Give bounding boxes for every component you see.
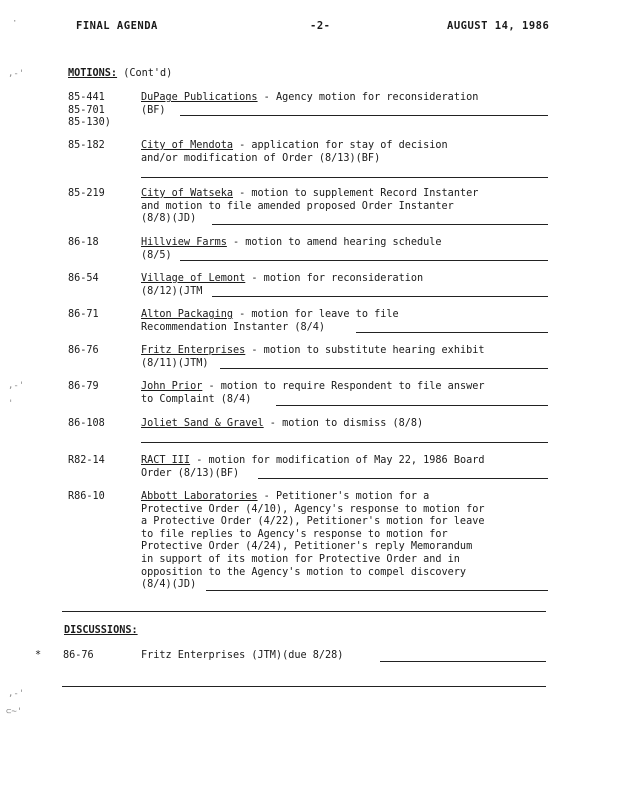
docket-number: 86-108 [68, 418, 105, 429]
agenda-item-abbott: Abbott Laboratories - Petitioner's motion for a Protective Order (4/10), Agency's response to motion for a Protective Order (4/22), Petitioner's motion for leave to file replies to Agency's response to motion for Protective Order (4/24), Petitioner's reply Memorandum in support of its motion for Protective Order and in opposition to the Agency's motion to compel discovery (8/4)(JD) [141, 491, 485, 591]
margin-mark: · [12, 17, 18, 27]
docket-number: 86-79 [68, 381, 99, 392]
signature-line [258, 478, 548, 479]
party-name: City of Watseka [141, 188, 234, 199]
section-divider [62, 611, 546, 612]
header-title: FINAL AGENDA [76, 20, 158, 32]
agenda-item-fritz: Fritz Enterprises - motion to substitute hearing exhibit (8/11)(JTM) [141, 345, 485, 369]
margin-mark: ,-' [8, 381, 25, 391]
motions-title: MOTIONS: [68, 68, 118, 79]
agenda-item-watseka: City of Watseka - motion to supplement Record Instanter and motion to file amended proposed Order Instanter (8/8)(JD) [141, 188, 479, 225]
signature-line [380, 661, 546, 662]
party-name: Village of Lemont [141, 273, 246, 284]
margin-mark: ⊂~' [6, 707, 23, 717]
agenda-item-alton: Alton Packaging - motion for leave to file Recommendation Instanter (8/4) [141, 309, 399, 333]
motions-cont: (Cont'd) [117, 68, 173, 79]
docket-number: 85-441 85-701 85-130) [68, 92, 111, 129]
signature-line [212, 296, 548, 297]
docket-number: 85-219 [68, 188, 105, 199]
docket-number: 86-54 [68, 273, 99, 284]
signature-line [212, 224, 548, 225]
page-number: -2- [310, 20, 331, 32]
signature-line [206, 590, 548, 591]
header-date: AUGUST 14, 1986 [447, 20, 550, 32]
discussion-item-fritz: Fritz Enterprises (JTM)(due 8/28) [141, 650, 344, 661]
docket-number: 86-71 [68, 309, 99, 320]
signature-line [276, 405, 548, 406]
docket-number: R82-14 [68, 455, 105, 466]
signature-line [141, 442, 548, 443]
party-name: Abbott Laboratories [141, 491, 258, 502]
agenda-item-mendota: City of Mendota - application for stay of decision and/or modification of Order (8/13)(BF) [141, 140, 448, 164]
signature-line [180, 260, 548, 261]
agenda-item-lemont: Village of Lemont - motion for reconsideration (8/12)(JTM [141, 273, 424, 297]
docket-number: 85-182 [68, 140, 105, 151]
discussions-title: DISCUSSIONS: [64, 625, 138, 636]
party-name: Joliet Sand & Gravel [141, 418, 264, 429]
party-name: RACT III [141, 455, 191, 466]
party-name: Hillview Farms [141, 237, 227, 248]
party-name: Fritz Enterprises [141, 345, 246, 356]
agenda-item-ract: RACT III - motion for modification of May 22, 1986 Board Order (8/13)(BF) [141, 455, 485, 479]
discussions-heading [64, 625, 138, 638]
docket-number: 86-18 [68, 237, 99, 248]
signature-line [356, 332, 548, 333]
margin-mark: ,-' [8, 69, 25, 79]
agenda-item-hillview: Hillview Farms - motion to amend hearing schedule (8/5) [141, 237, 442, 261]
margin-mark: ' [8, 399, 14, 409]
signature-line [180, 115, 548, 116]
party-name: Alton Packaging [141, 309, 234, 320]
margin-mark: ,-' [8, 689, 25, 699]
priority-star: * [35, 650, 42, 661]
agenda-item-john-prior: John Prior - motion to require Respondent to file answer to Complaint (8/4) [141, 381, 485, 405]
signature-line [220, 368, 548, 369]
party-name: John Prior [141, 381, 203, 392]
agenda-item-joliet: Joliet Sand & Gravel - motion to dismiss (8/8) [141, 418, 424, 429]
party-name: City of Mendota [141, 140, 234, 151]
docket-number: 86-76 [68, 345, 99, 356]
section-divider [62, 686, 546, 687]
docket-number: 86-76 [63, 650, 94, 661]
signature-line [141, 177, 548, 178]
party-name: DuPage Publications [141, 92, 258, 103]
docket-number: R86-10 [68, 491, 105, 502]
agenda-item-dupage: DuPage Publications - Agency motion for reconsideration (BF) [141, 92, 479, 116]
motions-heading [68, 68, 172, 81]
